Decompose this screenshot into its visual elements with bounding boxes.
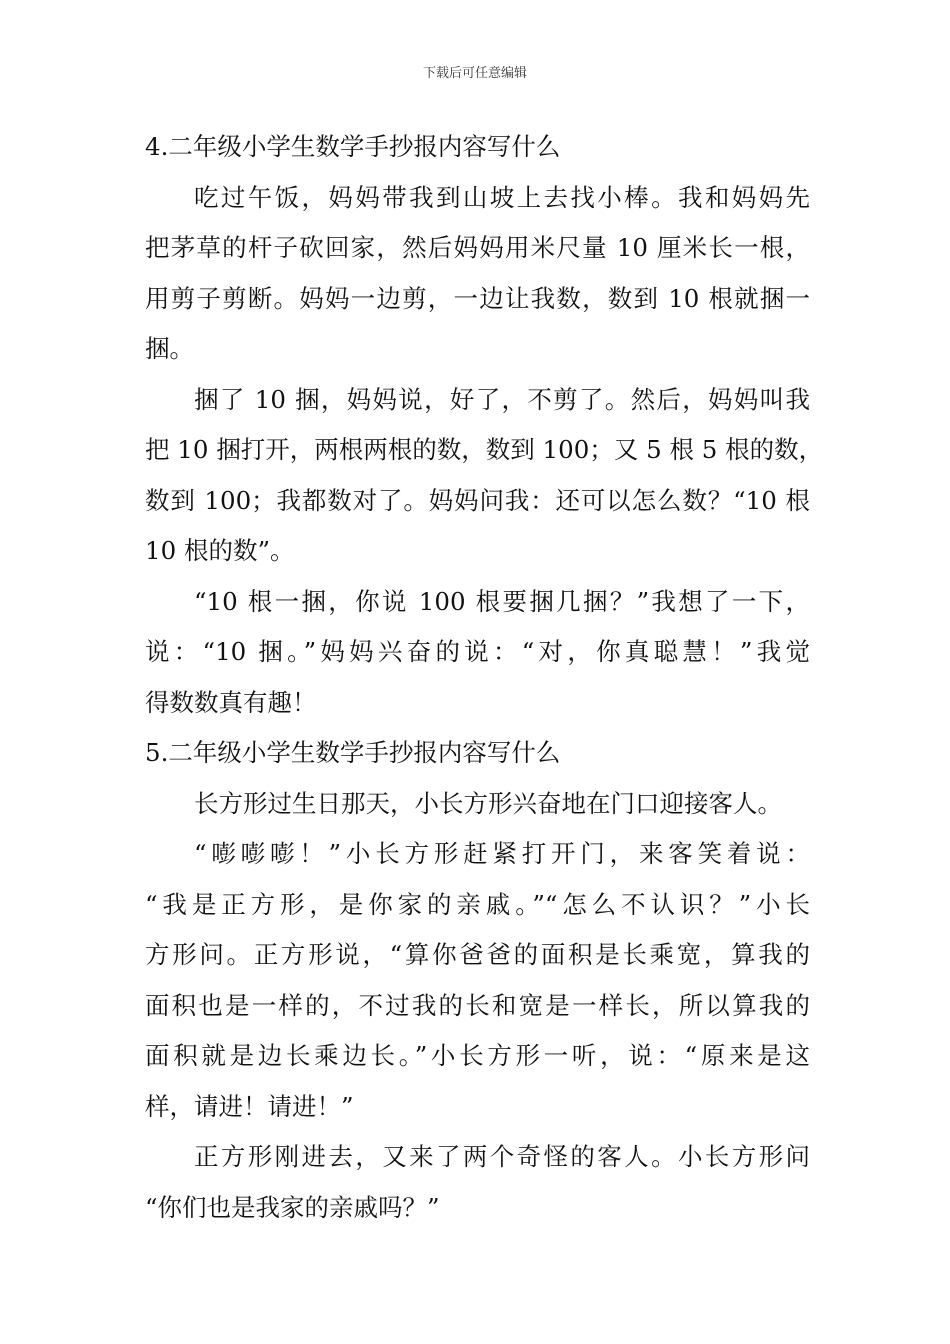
- text-line: 样，请进！请进！”: [145, 1091, 354, 1121]
- text-line: 方形问。正方形说，“算你爸爸的面积是长乘宽，算我的: [145, 940, 810, 969]
- text-line: “10 根一捆，你说 100 根要捆几捆？”我想了一下，: [194, 586, 810, 616]
- text-line: 长方形过生日那天，小长方形兴奋地在门口迎接客人。: [194, 788, 782, 818]
- text-line: 把茅草的杆子砍回家，然后妈妈用米尺量 10 厘米长一根，: [145, 233, 810, 262]
- text-line: 10 根的数”。: [145, 536, 295, 565]
- text-line: 捆。: [145, 334, 194, 363]
- section-4: [145, 122, 824, 728]
- paragraph: [145, 375, 824, 577]
- text-line: 数到 100；我都数对了。妈妈问我：还可以怎么数？“10 根: [145, 485, 810, 515]
- section-5: [145, 728, 810, 1233]
- paragraph: [145, 577, 810, 729]
- document-body: [145, 122, 824, 1233]
- text-line: 说：“10 捆。”妈妈兴奋的说：“对，你真聪慧！”我觉: [145, 637, 810, 666]
- paragraph: [145, 829, 810, 1132]
- text-line: 捆了 10 捆，妈妈说，好了，不剪了。然后，妈妈叫我: [194, 384, 810, 414]
- text-line: 用剪子剪断。妈妈一边剪，一边让我数，数到 10 根就捆一: [145, 283, 810, 313]
- text-line: “你们也是我家的亲戚吗？”: [145, 1192, 440, 1222]
- paragraph: [145, 1132, 810, 1233]
- section-heading: 4.二年级小学生数学手抄报内容写什么: [145, 132, 561, 161]
- section-heading: 5.二年级小学生数学手抄报内容写什么: [145, 738, 561, 767]
- page-header: 下载后可任意编辑: [422, 66, 527, 81]
- text-line: 得数数真有趣！: [145, 687, 317, 717]
- text-line: “嘭嘭嘭！”小长方形赶紧打开门，来客笑着说：: [194, 839, 810, 868]
- paragraph: [145, 173, 810, 375]
- text-line: 面积就是边长乘边长。”小长方形一听，说：“原来是这: [145, 1041, 810, 1070]
- text-line: 正方形刚进去，又来了两个奇怪的客人。小长方形问: [194, 1142, 810, 1171]
- paragraph: [145, 779, 810, 830]
- text-line: 把 10 捆打开，两根两根的数，数到 100；又 5 根 5 根的数，: [145, 435, 824, 464]
- text-line: 面积也是一样的，不过我的长和宽是一样长，所以算我的: [145, 990, 810, 1020]
- text-line: 吃过午饭，妈妈带我到山坡上去找小棒。我和妈妈先: [194, 182, 810, 212]
- text-line: “我是正方形，是你家的亲戚。”“怎么不认识？”小长: [145, 889, 810, 919]
